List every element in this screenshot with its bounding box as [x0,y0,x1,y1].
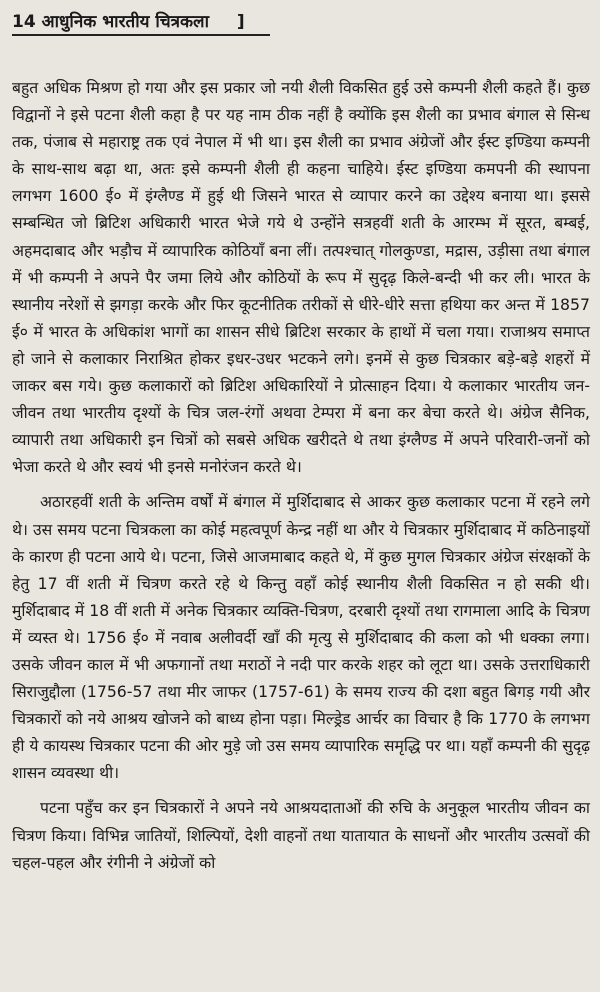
book-title: आधुनिक भारतीय चित्रकला [41,12,209,32]
paragraph-2: अठारहवीं शती के अन्तिम वर्षों में बंगाल में मुर्शिदाबाद से आकर कुछ कलाकार पटना में रहने लगे थे। उस समय पटना चित्रकला का कोई महत्वपूर्ण केन्द्र नहीं था और ये चित्रकार मुर्शिदाबाद में कठिनाइयों के कारण ही पटना आये थे। पटना, जिसे आजमाबाद कहते थे, में कुछ मुगल चित्रकार अंग्रेज संरक्षकों के हेतु 17 वीं शती में चित्रण करते रहे थे किन्तु वहाँ कोई स्थानीय शैली विकसित न हो सकी थी। मुर्शिदाबाद में 18 वीं शती में अनेक चित्रकार व्यक्ति-चित्रण, दरबारी दृश्यों तथा रागमाला आदि के चित्रण में व्यस्त थे। 1756 ई० में नवाब अलीवर्दी खाँ की मृत्यु से मुर्शिदाबाद की कला को भी धक्का लगा। उसके जीवन काल में भी अफगानों तथा मराठों ने नदी पार करके शहर को लूटा था। उसके उत्तराधिकारी सिराजुद्दौला (1756-57 तथा मीर जाफर (1757-61) के समय राज्य की दशा बहुत बिगड़ गयी और चित्रकारों को नये आश्रय खोजने को बाध्य होना पड़ा। मिल्ड्रेड आर्चर का विचार है कि 1770 के लगभग ही ये कायस्थ चित्रकार पटना की ओर मुड़े जो उस समय व्यापारिक समृद्धि पर था। यहाँ कम्पनी की सुदृढ़ शासन व्यवस्था थी। [12,492,590,783]
paragraph-1: बहुत अधिक मिश्रण हो गया और इस प्रकार जो नयी शैली विकसित हुई उसे कम्पनी शैली कहते हैं। कुछ विद्वानों ने इसे पटना शैली कहा है पर यह नाम ठीक नहीं है क्योंकि इस शैली का प्रभाव बंगाल से सिन्ध तक, पंजाब से महाराष्ट्र तक एवं नेपाल में भी था। इस शैली का प्रभाव अंग्रेजों और ईस्ट इण्डिया कम्पनी के साथ-साथ बढ़ा था, अतः इसे कम्पनी शैली ही कहना चाहिये। ईस्ट इण्डिया कमपनी की स्थापना लगभग 1600 ई० में इंग्लैण्ड में हुई थी जिसने भारत से व्यापार करने का उद्देश्य बनाया था। इससे सम्बन्धित जो ब्रिटिश अधिकारी भारत भेजे गये थे उन्होंने सत्रहवीं शती के आरम्भ में सूरत, बम्बई, अहमदाबाद और भड़ौच में व्यापारिक कोठियाँ बना लीं। तत्पश्चात् गोलकुण्डा, मद्रास, उड़ीसा तथा बंगाल में भी कम्पनी ने अपने पैर जमा लिये और कोठियों के रूप में सुदृढ़ किले-बन्दी भी कर ली। भारत के स्थानीय नरेशों से झगड़ा करके और फिर कूटनीतिक तरीकों से धीरे-धीरे सत्ता हथिया कर अन्त में 1857 ई० में भारत के अधिकांश भागों का शासन सीधे ब्रिटिश सरकार के हाथों में चला गया। राजाश्रय समाप्त हो जाने से कलाकार निराश्रित होकर इधर-उधर भटकने लगे। इनमें से कुछ चित्रकार बड़े-बड़े शहरों में जाकर बस गये। कुछ कलाकारों को ब्रिटिश अधिकारियों ने प्रोत्साहन दिया। ये कलाकार भारतीय जन-जीवन तथा भारतीय दृश्यों के चित्र जल-रंगों अथवा टेम्परा में बना कर बेचा करते थे। अंग्रेज सैनिक, व्यापारी तथा अधिकारी इन चित्रों को सबसे अधिक खरीदते थे तथा इंग्लैण्ड में अपने परिवारी-जनों को भेजा करते थे और स्वयं भी इनसे मनोरंजन करते थे। [12,78,590,477]
page-number: 14 [12,12,36,32]
header-bracket: ] [236,12,245,32]
running-header [12,10,270,36]
paragraph-3: पटना पहुँच कर इन चित्रकारों ने अपने नये आश्रयदाताओं की रुचि के अनुकूल भारतीय जीवन का चित्रण किया। विभिन्न जातियों, शिल्पियों, देशी वाहनों तथा यातायात के साधनों और भारतीय उत्सवों की चहल-पहल और रंगीनी ने अंग्रेजों को [12,798,590,872]
page-body [12,74,590,876]
